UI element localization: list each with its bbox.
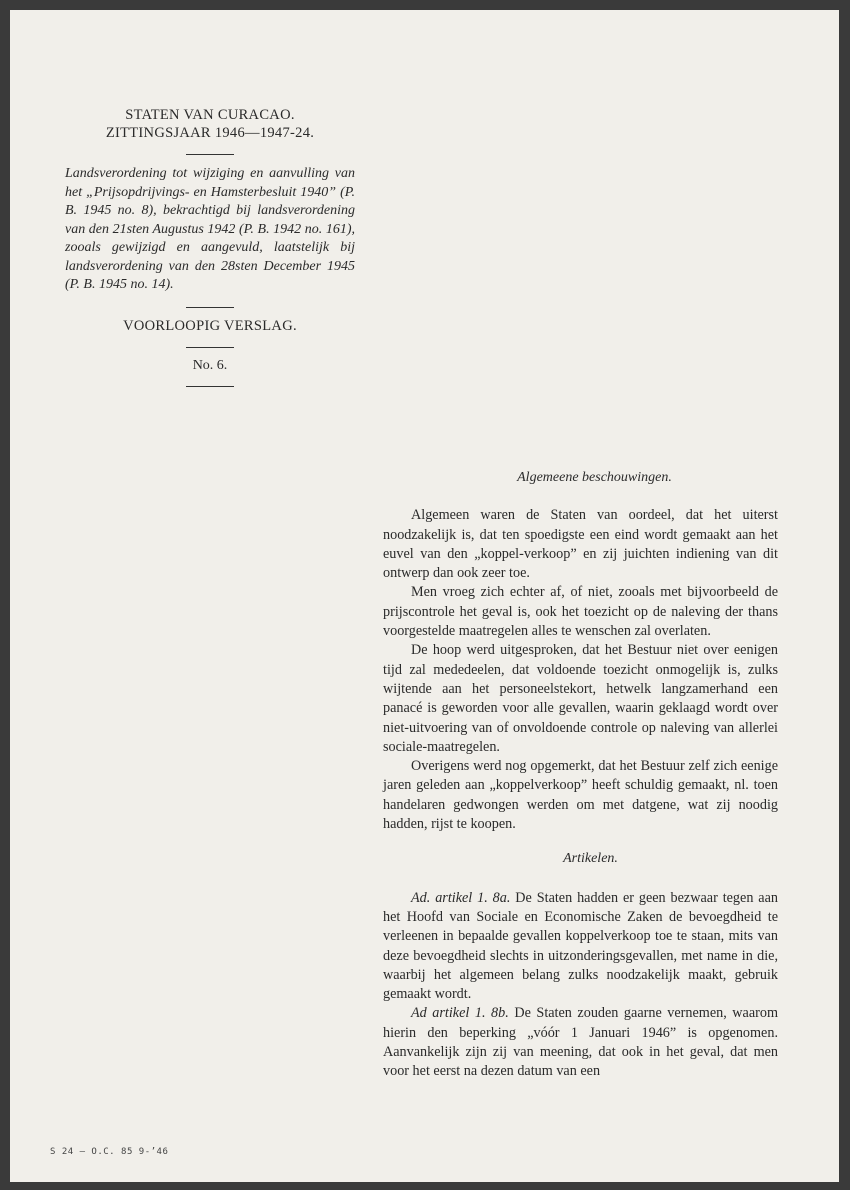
paragraph: Men vroeg zich echter af, of niet, zooals met bijvoorbeeld de prijscontrole het geval is, ook het toezicht op de naleving der thans voorgestelde maatregelen alles te wenschen zal overlaten. xyxy=(383,584,778,640)
paragraph: De hoop werd uitgesproken, dat het Bestuur niet over eenigen tijd zal mededeelen, dat voldoende toezicht onmogelijk is, zulks wijtende aan het personeelstekort, hetwelk langzamerhand een panacé is geworden voor alle gevallen, waarin geklaagd wordt over niet-uitvoering van of onvoldoende controle op naleving van allerlei sociale-maatregelen. xyxy=(383,642,778,755)
paragraph: Overigens werd nog opgemerkt, dat het Bestuur zelf zich eenige jaren geleden aan „koppelverkoop” heeft schuldig gemaakt, nl. toen handelaren gedwongen werden om met datgene, wat zij noodig hadden, rijst te koopen. xyxy=(383,758,778,833)
print-code: S 24 — O.C. 85 9-’46 xyxy=(50,1147,169,1157)
section-title-general: Algemeene beschouwingen. xyxy=(517,470,672,485)
right-column xyxy=(383,468,778,1082)
report-title: VOORLOOPIG VERSLAG. xyxy=(123,317,297,334)
document-page xyxy=(10,10,839,1182)
left-column xyxy=(62,106,358,397)
header-line-2: ZITTINGSJAAR 1946—1947-24. xyxy=(105,125,315,141)
header-line-1: STATEN VAN CURACAO. xyxy=(125,107,295,123)
article-text: De Staten zouden gaarne vernemen, waarom hierin den beperking „vóór 1 Januari 1946” is opgenomen. Aanvankelijk zijn zij van meening, dat ook in het geval, dat men voor het eerst na dezen datum van een xyxy=(383,1005,778,1080)
article-lead: Ad. artikel 1. 8a. xyxy=(411,889,511,906)
divider xyxy=(186,347,234,348)
article-paragraph xyxy=(383,889,778,1005)
divider xyxy=(186,386,234,387)
article-paragraph xyxy=(383,1004,778,1081)
divider xyxy=(186,307,234,308)
article-lead: Ad artikel 1. 8b. xyxy=(411,1005,509,1022)
report-number: No. 6. xyxy=(192,357,228,373)
subject-text: Landsverordening tot wijziging en aanvulling van het „Prijsopdrijvings- en Hamsterbesluit 1940” (P. B. 1945 no. 8), bekrachtigd bij landsverordening van den 21sten Augustus 1942 (P. B. 1942 no. 161), zooals gewijzigd en aangevuld, laatstelijk bij landsverordening van den 28sten December 1945 (P. B. 1945 no. 14). xyxy=(65,166,355,292)
article-text: De Staten hadden er geen bezwaar tegen aan het Hoofd van Sociale en Economische Zaken de bevoegdheid te verleenen in bepaalde gevallen koppelverkoop toe te staan, mits van deze bevoegdheid slechts in uitzonderingsgevallen, met name in die, waarbij het algemeen belang zulks noodzakelijk maakt, gebruik gemaakt wordt. xyxy=(383,889,778,1003)
section-title-articles: Artikelen. xyxy=(563,851,618,867)
divider xyxy=(186,154,234,155)
paragraph: Algemeen waren de Staten van oordeel, dat het uiterst noodzakelijk is, dat ten spoedigste een eind wordt gemaakt aan het euvel van den „koppel-verkoop” en zij juichten indiening van dit ontwerp dan ook zeer toe. xyxy=(383,507,778,582)
